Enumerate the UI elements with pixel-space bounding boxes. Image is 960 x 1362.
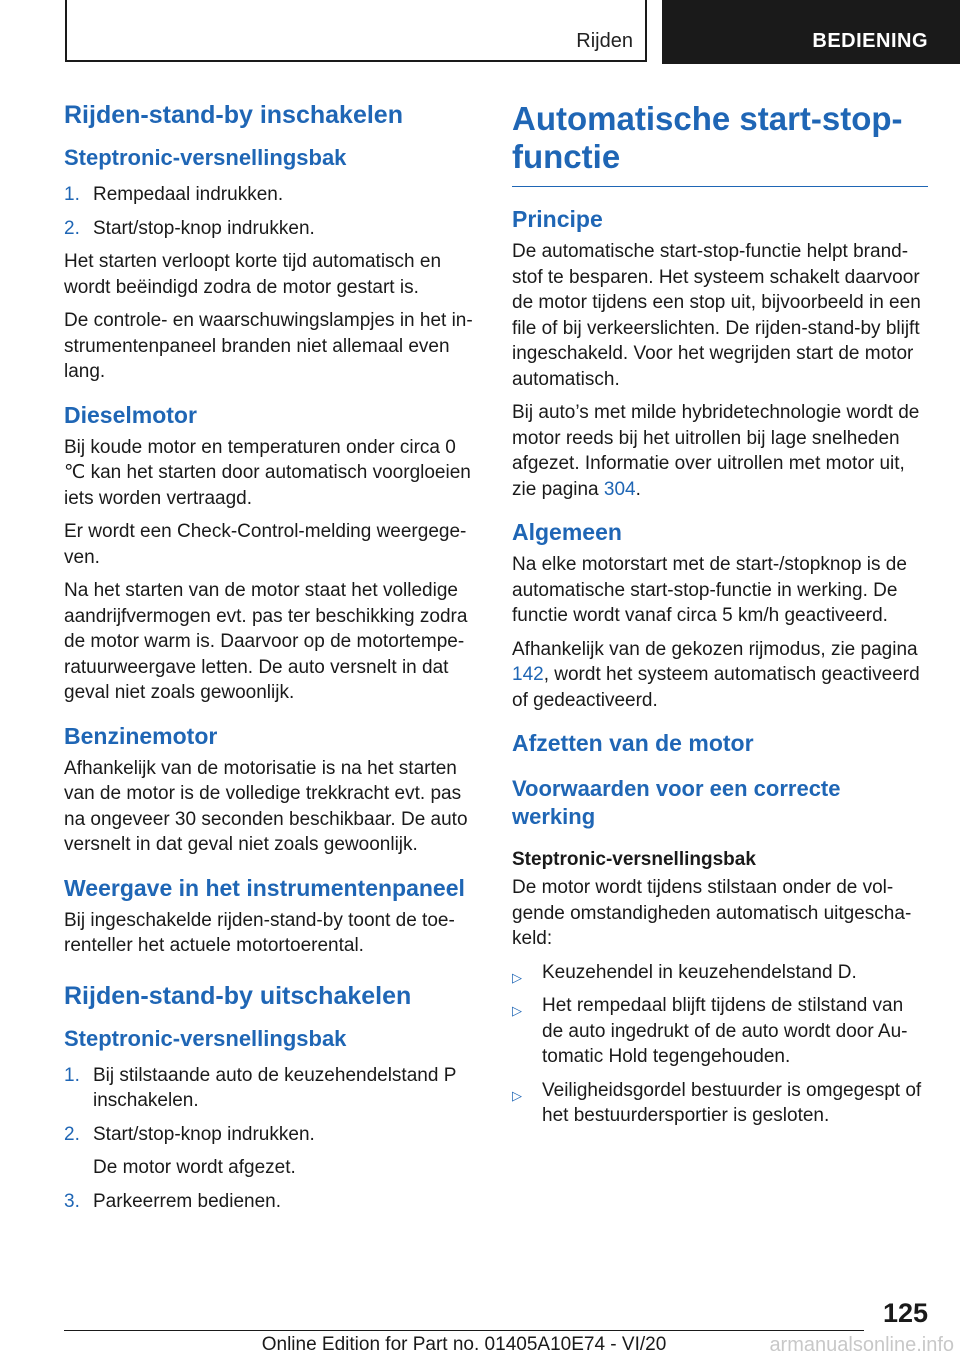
header-chapter: Rijden	[576, 30, 633, 52]
heading-display: Weergave in het instrumentenpaneel	[64, 874, 465, 901]
list-item-text: Keuzehendel in keuzehendelstand D.	[542, 961, 857, 983]
paragraph: Na het starten van de motor staat het volledige aandrijfvermogen evt. pas ter beschikking zodra de motor warm is. Daarvoor op de motortemperatuurweergave letten. De auto versnelt in dat geval niet zoals gewoonlijk.	[64, 580, 468, 703]
right-column	[512, 100, 928, 1137]
step-item	[64, 1122, 476, 1148]
heading-auto-start-stop: Automatische start-stop-functie	[512, 100, 928, 187]
paragraph-text: Bij auto’s met milde hybridetechnologie wordt de motor reeds bij het uitrollen bij lage snelheden afgezet. Informatie over uitrollen met motor uit, zie pagina	[512, 402, 920, 500]
list-item-text: Het rempedaal blijft tijdens de stilstand van de auto ingedrukt of de auto wordt door Automatic Hold tegengehouden.	[542, 995, 908, 1067]
paragraph: De automatische start-stop-functie helpt brandstof te besparen. Het systeem schakelt daarvoor de motor tijdens een stop uit, bijvoorbeeld in een file of bij verkeerslichten. De rijden-stand-by blijft ingeschakeld. Voor het wegrijden start de motor automatisch.	[512, 241, 921, 390]
steps-standby-off-cont	[64, 1189, 476, 1215]
header-section: BEDIENING	[812, 30, 928, 52]
paragraph-text: , wordt het systeem automatisch geactiveerd of gedeactiveerd.	[512, 664, 920, 711]
paragraph: Er wordt een Check-Control-melding weergegeven.	[64, 521, 467, 568]
heading-steptronic-right: Steptronic-versnellingsbak	[512, 849, 756, 870]
step-number: 2.	[64, 1123, 80, 1145]
header-chapter-box	[65, 0, 647, 62]
watermark: armanualsonline.info	[769, 1334, 954, 1356]
heading-steptronic-on: Steptronic-versnellingsbak	[64, 145, 347, 170]
footer-divider	[64, 1330, 864, 1331]
step-number: 3.	[64, 1190, 80, 1212]
list-item	[512, 1078, 928, 1129]
step-item	[64, 1063, 476, 1114]
paragraph-text: .	[635, 478, 641, 500]
step-number: 1.	[64, 1064, 80, 1086]
triangle-bullet-icon: ▷	[512, 1003, 522, 1018]
step-text: Bij stilstaande auto de keuzehendelstand P inschakelen.	[93, 1064, 457, 1111]
paragraph: Afhankelijk van de motorisatie is na het starten van de motor is de volledige trekkracht evt. pas na ongeveer 30 seconden beschikbaar. De auto versnelt in dat geval niet zoals gewoonlijk.	[64, 757, 468, 855]
step-item	[64, 216, 476, 242]
paragraph: De motor wordt tijdens stilstaan onder de volgende omstandigheden automatisch uitgeschakeld:	[512, 877, 912, 949]
step-text: Rempedaal indrukken.	[93, 184, 284, 205]
step-item	[64, 182, 476, 208]
paragraph: Bij ingeschakelde rijden-stand-by toont de toerenteller het actuele motortoerental.	[64, 909, 455, 956]
list-item-text: Veiligheidsgordel bestuurder is omgegespt of het bestuurdersportier is gesloten.	[542, 1079, 922, 1126]
paragraph: Het starten verloopt korte tijd automatisch en wordt beëindigd zodra de motor gestart is.	[64, 251, 442, 298]
left-column	[64, 100, 476, 1222]
paragraph-text: Afhankelijk van de gekozen rijmodus, zie pagina	[512, 638, 918, 660]
step-text: Start/stop-knop indrukken.	[93, 1123, 315, 1145]
heading-steptronic-off: Steptronic-versnellingsbak	[64, 1025, 347, 1051]
steps-standby-on	[64, 182, 476, 241]
step-text: Parkeerrem bedienen.	[93, 1190, 281, 1212]
step-note: De motor wordt afgezet.	[93, 1157, 296, 1178]
footer-edition: Online Edition for Part no. 01405A10E74 - VI/20	[261, 1334, 667, 1355]
heading-standby-on: Rijden-stand-by inschakelen	[64, 101, 403, 129]
conditions-list	[512, 960, 928, 1129]
page-link-142[interactable]: 142	[512, 664, 544, 685]
triangle-bullet-icon: ▷	[512, 969, 522, 985]
page-link-304[interactable]: 304	[603, 478, 636, 500]
step-text: Start/stop-knop indrukken.	[93, 217, 315, 239]
paragraph	[512, 637, 928, 714]
paragraph: Bij koude motor en temperaturen onder circa 0 ℃ kan het starten door automatisch voorgloeien iets worden vertraagd.	[64, 436, 471, 509]
heading-principe: Principe	[512, 206, 603, 232]
heading-afzetten: Afzetten van de motor	[512, 730, 754, 756]
paragraph: De controle- en waarschuwingslampjes in het instrumentenpaneel branden niet allemaal even lang.	[64, 310, 473, 382]
heading-diesel: Dieselmotor	[64, 401, 197, 428]
paragraph	[512, 400, 928, 502]
list-item	[512, 960, 928, 986]
paragraph: Na elke motorstart met de start-/stopknop is de automatische start-stop-functie in werking. De functie wordt vanaf circa 5 km/h geactiveerd.	[512, 554, 907, 626]
step-number: 1.	[64, 184, 80, 205]
list-item	[512, 993, 928, 1070]
steps-standby-off	[64, 1063, 476, 1148]
page-number: 125	[882, 1298, 928, 1328]
header-section-box	[662, 0, 960, 64]
heading-standby-off: Rijden-stand-by uitschakelen	[64, 981, 412, 1010]
heading-algemeen: Algemeen	[512, 519, 622, 545]
heading-benzine: Benzinemotor	[64, 722, 218, 749]
triangle-bullet-icon: ▷	[512, 1087, 522, 1103]
step-number: 2.	[64, 217, 80, 239]
step-item	[64, 1189, 476, 1215]
heading-voorwaarden: Voorwaarden voor een correcte werking	[512, 776, 841, 829]
